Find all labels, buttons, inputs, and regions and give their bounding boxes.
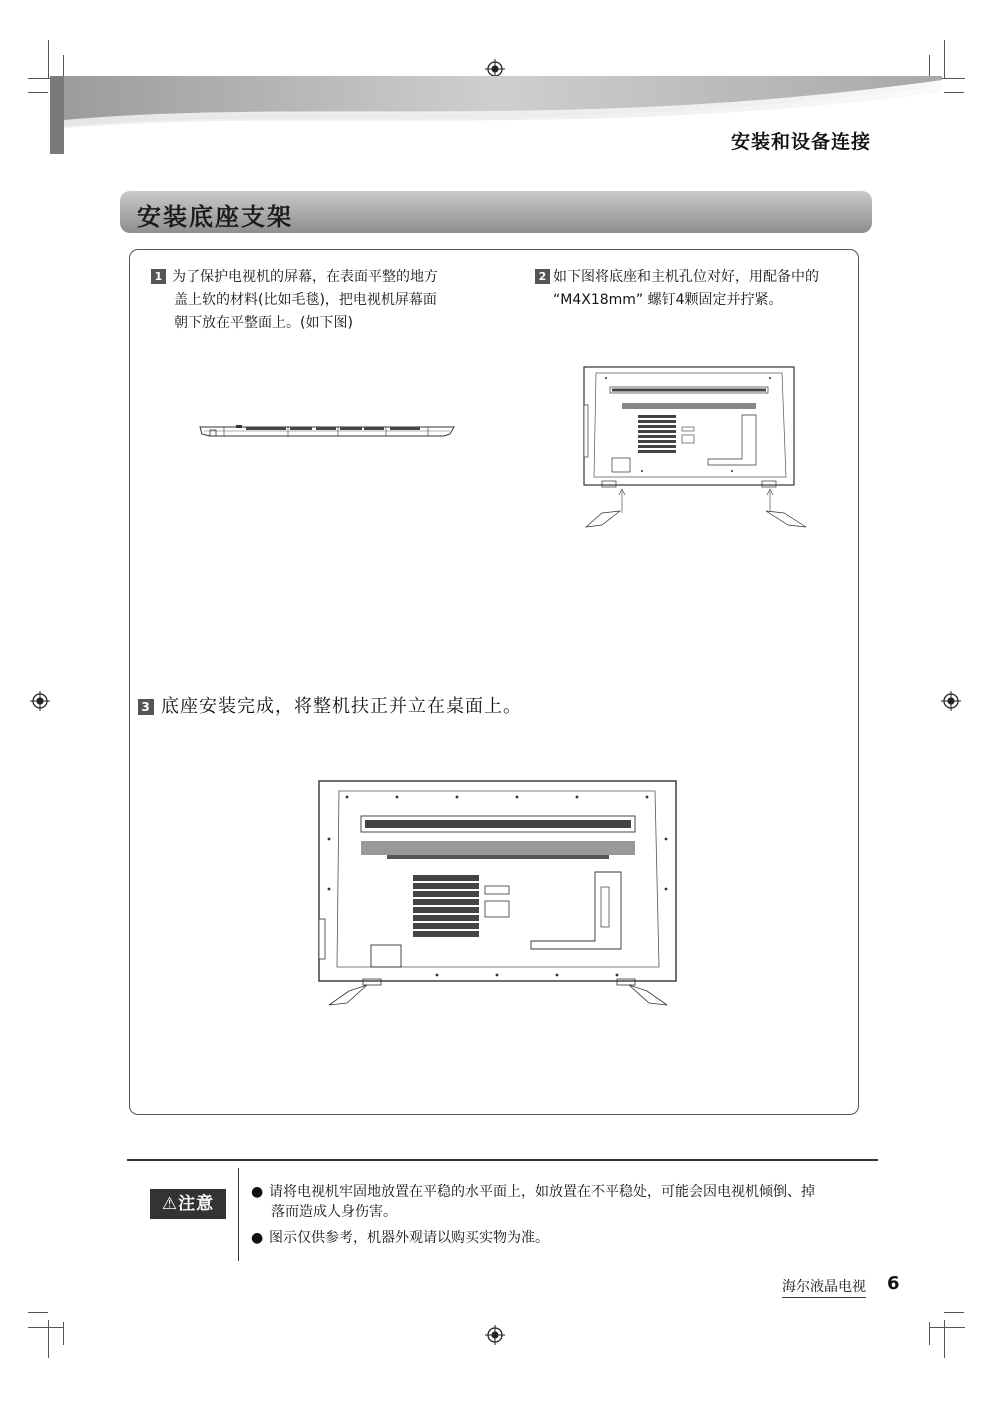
notice-line: 请将电视机牢固地放置在平稳的水平面上，如放置在不平稳处，可能会因电视机倾倒、掉 (269, 1184, 815, 1200)
section-title: 安装底座支架 (137, 203, 293, 231)
crop-mark (63, 55, 64, 78)
notice-line: 图示仅供参考，机器外观请以购买实物为准。 (269, 1230, 549, 1246)
tv-assembled-illustration (317, 779, 679, 1009)
step-line: 底座安装完成，将整机扶正并立在桌面上。 (161, 696, 522, 717)
divider (127, 1159, 878, 1161)
bullet-icon: ● (251, 1230, 264, 1246)
notice-item (251, 1228, 891, 1248)
notice-list (251, 1182, 891, 1254)
step-line: 为了保护电视机的屏幕，在表面平整的地方 (172, 269, 438, 285)
bullet-icon: ● (251, 1184, 264, 1200)
tv-facedown-illustration (198, 421, 456, 441)
crop-mark (929, 1322, 930, 1345)
crop-mark (28, 92, 48, 93)
notice-item (251, 1182, 891, 1222)
registration-mark-icon (941, 691, 961, 711)
step-1 (151, 266, 491, 335)
crop-mark (929, 55, 930, 78)
page-number: 6 (887, 1273, 900, 1294)
notice-line: 落而造成人身伤害。 (271, 1204, 397, 1220)
crop-mark (944, 1320, 945, 1358)
step-number-badge: 1 (151, 269, 166, 284)
crop-mark (48, 1320, 49, 1358)
crop-mark (929, 1327, 965, 1328)
registration-mark-icon (485, 1325, 505, 1345)
step-3 (138, 692, 522, 718)
crop-mark (944, 92, 964, 93)
step-line: 如下图将底座和主机孔位对好，用配备中的 (553, 269, 819, 285)
footer-brand: 海尔液晶电视 (782, 1276, 866, 1298)
step-line: 朝下放在平整面上。(如下图) (174, 315, 353, 331)
chapter-title: 安装和设备连接 (730, 131, 871, 153)
crop-mark (63, 1322, 64, 1345)
step-number-badge: 3 (138, 699, 154, 715)
crop-mark (944, 1312, 964, 1313)
crop-mark (944, 40, 945, 78)
step-line: “M4X18mm” 螺钉4颗固定并拧紧。 (553, 292, 783, 308)
crop-mark (28, 1312, 48, 1313)
crop-mark (48, 40, 49, 78)
step-number-badge: 2 (535, 269, 550, 284)
registration-mark-icon (30, 691, 50, 711)
tv-back-mount-illustration (582, 365, 810, 533)
divider (238, 1168, 239, 1261)
notice-badge: ⚠注意 (150, 1189, 226, 1219)
step-2 (535, 266, 865, 312)
crop-mark (28, 1327, 64, 1328)
step-line: 盖上软的材料(比如毛毯)，把电视机屏幕面 (174, 292, 437, 308)
